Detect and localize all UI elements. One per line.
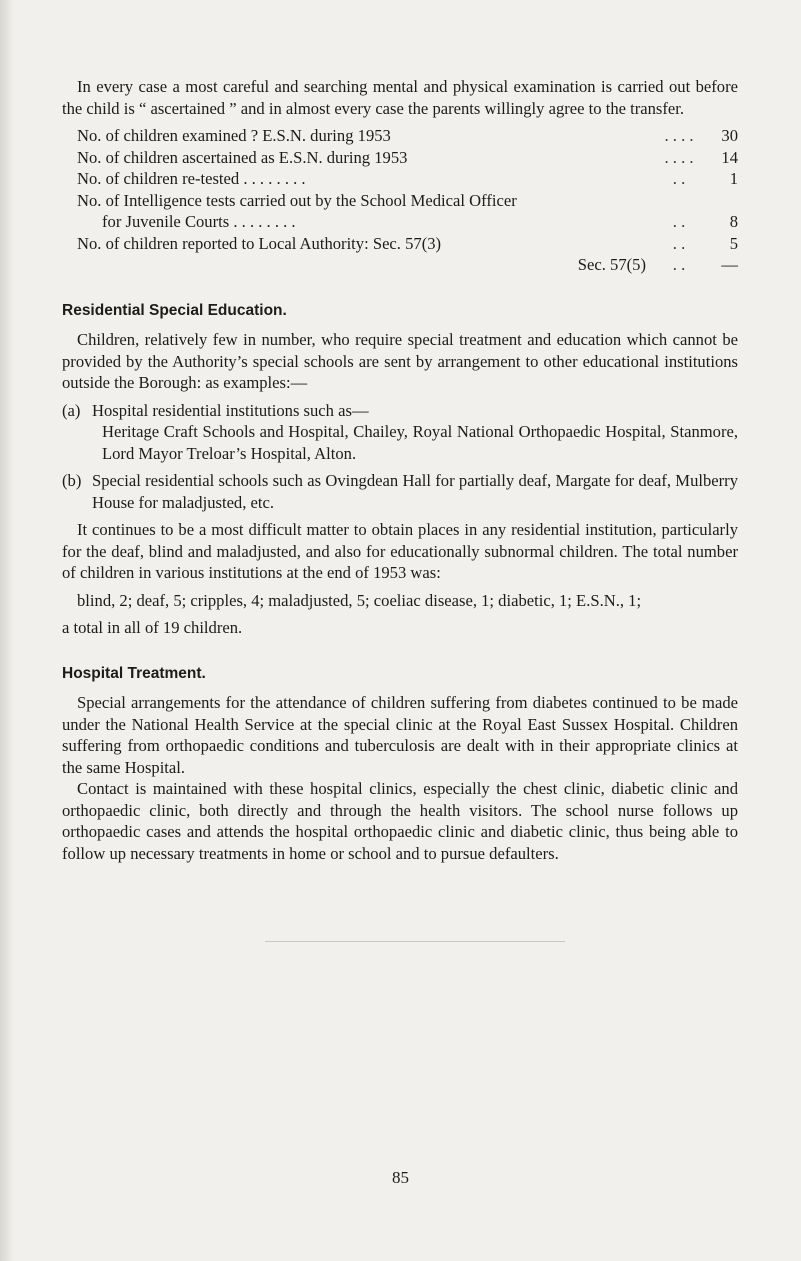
stat-label: No. of children reported to Local Authority: Sec. 57(3): [77, 233, 442, 253]
stat-value: 14: [721, 147, 738, 167]
stat-leader-dots: . . . .: [664, 147, 694, 167]
stat-value: —: [721, 255, 738, 274]
stat-label: No. of children ascertained as E.S.N. during 1953: [77, 147, 408, 167]
hospital-paragraph: Contact is maintained with these hospital clinics, especially the chest clinic, diabetic clinic and orthopaedic clinic, both directly and through the health visitors. The school nurse follows up orthopaedic cases and attends the hospital orthopaedic clinic and diabetic clinic, thus being able to follow up necessary treatments in home or school and to pursue defaulters.: [62, 779, 738, 863]
residential-total: a total in all of 19 children.: [62, 618, 243, 637]
list-item-b: [62, 470, 738, 513]
list-item-text: Hospital residential institutions such as—: [92, 400, 369, 420]
stat-value: 5: [729, 233, 738, 253]
stat-label: No. of children examined ? E.S.N. during 1953: [77, 126, 391, 145]
residential-counts: blind, 2; deaf, 5; cripples, 4; maladjusted, 5; coeliac disease, 1; diabetic, 1; E.S.N., 1;: [77, 590, 642, 610]
stat-row: [62, 125, 738, 147]
stat-row: [62, 254, 738, 276]
list-item-a-detail: Heritage Craft Schools and Hospital, Chailey, Royal National Orthopaedic Hospital, Stanmore, Lord Mayor Treloar’s Hospital, Alton.: [102, 422, 738, 463]
stat-row: [62, 233, 738, 255]
stat-value: 8: [729, 212, 738, 231]
section-heading-residential: Residential Special Education.: [62, 301, 287, 319]
page-edge-shadow: [0, 0, 14, 1261]
stat-row: [62, 147, 738, 169]
stat-label: No. of Intelligence tests carried out by the School Medical Officer: [77, 190, 517, 210]
stat-row: [62, 190, 738, 212]
intro-paragraph: In every case a most careful and searching mental and physical examination is carried out before the child is “ ascertained ” and in almost every case the parents willingly agree to the transfer.: [62, 77, 738, 118]
stat-leader-dots: . . . .: [664, 126, 694, 145]
stat-leader-dots: . .: [672, 233, 686, 253]
list-marker: (b): [62, 471, 82, 490]
stat-leader-dots: . .: [672, 169, 686, 188]
list-item-text: Special residential schools such as Ovingdean Hall for partially deaf, Margate for deaf, Mulberry House for maladjusted, etc.: [92, 471, 738, 512]
hospital-paragraph: Special arrangements for the attendance of children suffering from diabetes continued to be made under the National Health Service at the special clinic at the Royal East Sussex Hospital. Children suffering from orthopaedic conditions and tuberculosis are dealt with in their appropriate clinics at the same Hospital.: [62, 693, 738, 777]
list-marker: (a): [62, 400, 81, 420]
stat-label: No. of children re-tested . . . . . . . .: [77, 169, 306, 188]
residential-paragraph: It continues to be a most difficult matter to obtain places in any residential institution, particularly for the deaf, blind and maladjusted, and also for educationally subnormal children. The total number of children in various institutions at the end of 1953 was:: [62, 520, 738, 582]
stat-value: 1: [729, 169, 738, 188]
residential-intro: Children, relatively few in number, who require special treatment and education which cannot be provided by the Authority’s special schools are sent by arrangement to other educational institutions outside the Borough: as examples:—: [62, 330, 738, 392]
stat-value: 30: [721, 126, 738, 145]
stat-leader-dots: . .: [672, 212, 686, 231]
section-heading-hospital: Hospital Treatment.: [62, 664, 206, 682]
stat-label: Sec. 57(5): [577, 255, 646, 274]
stat-row: [62, 168, 738, 190]
page-number: 85: [392, 1168, 409, 1187]
stat-row: [62, 211, 738, 233]
list-item-a: [62, 400, 738, 422]
page-content: [62, 76, 738, 864]
examination-statistics: [62, 125, 738, 276]
divider: [265, 941, 565, 942]
stat-leader-dots: . .: [672, 255, 686, 274]
stat-label: for Juvenile Courts . . . . . . . .: [102, 212, 296, 231]
